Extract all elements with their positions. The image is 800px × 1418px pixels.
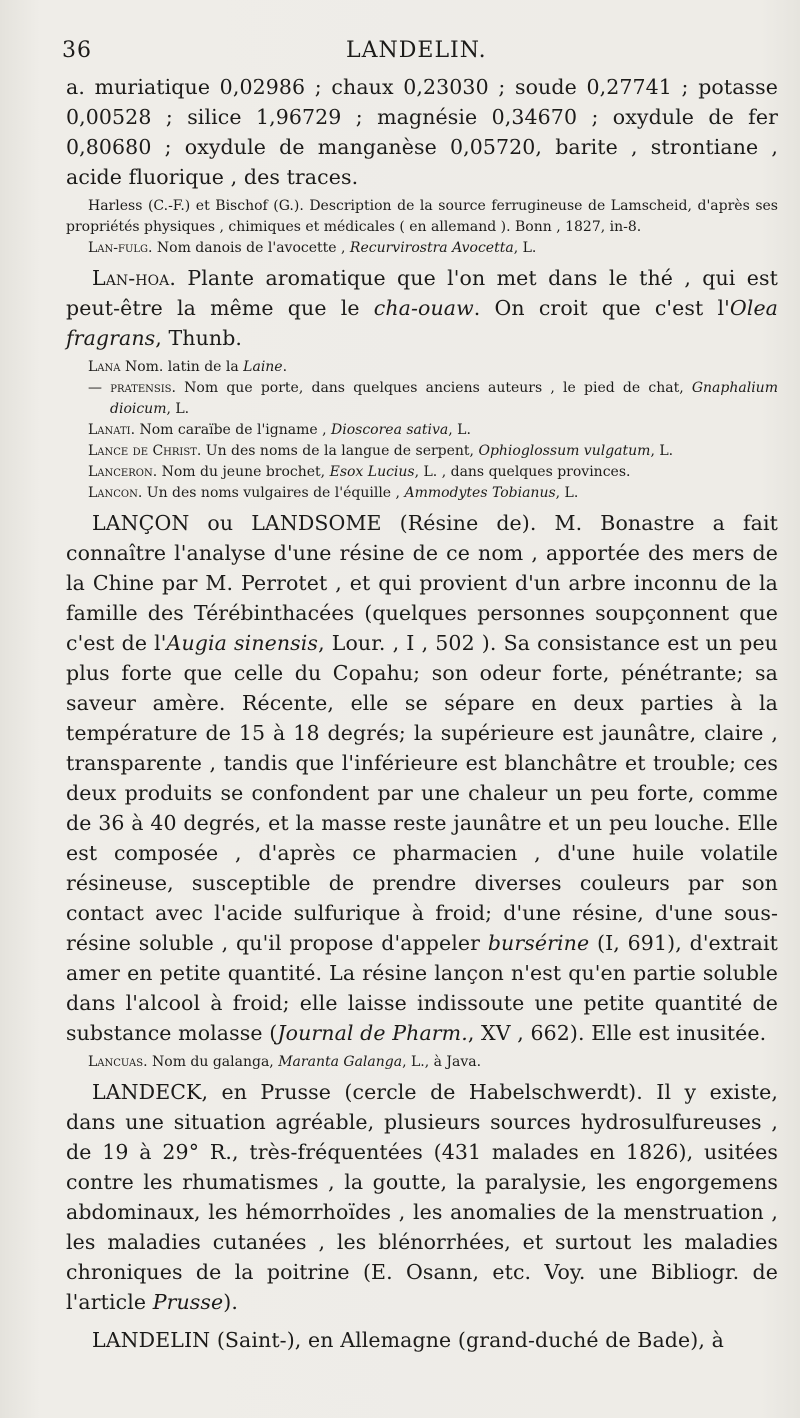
entry-lancon-resine: LANÇON ou LANDSOME (Résine de). M. Bonastre a fait connaître l'analyse d'une résine de ce nom , apportée des mers de la Chine par M. Perrotet , et qui provient d'un arbre inconnu de la famille des Térébinthacées (quelques personnes soupçonnent que c'est de l'Augia sinensis, Lour. , I , 502 ). Sa consistance est un peu plus forte que celle du Copahu; son odeur forte, pénétrante; sa saveur amère. Récente, elle se sépare en deux parties à la température de 15 à 18 degrés; la supérieure est jaunâtre, claire , transparente , tandis que l'inférieure est blanchâtre et trouble; ces deux produits se confondent par une chaleur un peu forte, comme de 36 à 40 degrés, et la masse reste jaunâtre et un peu louche. Elle est composée , d'après ce pharmacien , d'une huile volatile résineuse, susceptible de prendre diverses couleurs par son contact avec l'acide sulfurique à froid; d'une résine, d'une sous-résine soluble , qu'il propose d'appeler bursérine (I, 691), d'extrait amer en petite quantité. La résine lançon n'est qu'en partie soluble dans l'alcool à froid; elle laisse indissoute une petite quantité de substance molasse (Journal de Pharm., XV , 662). Elle est inusitée. [66,511,779,1045]
headword: Lan-fulg. [88,240,153,256]
running-title: LANDELIN. [346,38,487,63]
headword: Lanceron. [88,464,158,480]
entry-lana: Lana Nom. latin de la Laine. [88,359,288,375]
headword: Lan-hoa. [92,266,177,290]
entry-lancuas: Lancuas. Nom du galanga, Maranta Galanga, L., à Java. [88,1054,482,1070]
entry-landelin: LANDELIN (Saint-), en Allemagne (grand-duché de Bade), à [92,1328,724,1352]
entry-lanceron: Lanceron. Nom du jeune brochet, Esox Lucius, L. , dans quelques provinces. [88,464,631,480]
page-header [62,38,778,72]
entry-lan-hoa: Lan-hoa. Plante aromatique que l'on met dans le thé , qui est peut-être la même que le cha-ouaw. On croit que c'est l'Olea fragrans, Thunb. [66,266,779,350]
entry-landeck: LANDECK, en Prusse (cercle de Habelschwerdt). Il y existe, dans une situation agréable, plusieurs sources hydrosulfureuses , de 19 à 29° R., très-fréquentées (431 malades en 1826), usitées contre les rhumatismes , la goutte, la paralysie, les engorgemens abdominaux, les hémorrhoïdes , les anomalies de la menstruation , les maladies cutanées , les blénorrhées, et surtout les maladies chroniques de la poitrine (E. Osann, etc. Voy. une Bibliogr. de l'article Prusse). [66,1080,778,1314]
entry-lan-fulg: Lan-fulg. Nom danois de l'avocette , Recurvirostra Avocetta, L. [88,240,537,256]
entry-lana-pratensis: — pratensis. Nom que porte, dans quelques anciens auteurs , le pied de chat, Gnaphalium dioicum, L. [88,380,778,417]
entry-lanati: Lanati. Nom caraïbe de l'igname , Dioscorea sativa, L. [88,422,471,438]
entry-lancon: Lancon. Un des noms vulgaires de l'équille , Ammodytes Tobianus, L. [88,485,579,501]
headword: Lana [88,359,121,375]
entry-bibliography-harless: Harless (C.-F.) et Bischof (G.). Description de la source ferrugineuse de Lamscheid, d'après ses propriétés physiques , chimiques et médicales ( en allemand ). Bonn , 1827, in-8. [66,198,778,235]
page-number: 36 [62,38,92,63]
headword: Lancon. [88,485,143,501]
headword: — pratensis. [88,380,176,396]
headword: Lanati. [88,422,136,438]
headword: Lance de Christ. [88,443,202,459]
headword: Lancuas. [88,1054,148,1070]
entry-mineral-analysis: a. muriatique 0,02986 ; chaux 0,23030 ; soude 0,27741 ; potasse 0,00528 ; silice 1,96729 ; magnésie 0,34670 ; oxydule de fer 0,80680 ; oxydule de manganèse 0,05720, barite , strontiane , acide fluorique , des traces. [66,75,778,189]
entry-lance-de-christ: Lance de Christ. Un des noms de la langue de serpent, Ophioglossum vulgatum, L. [88,443,674,459]
